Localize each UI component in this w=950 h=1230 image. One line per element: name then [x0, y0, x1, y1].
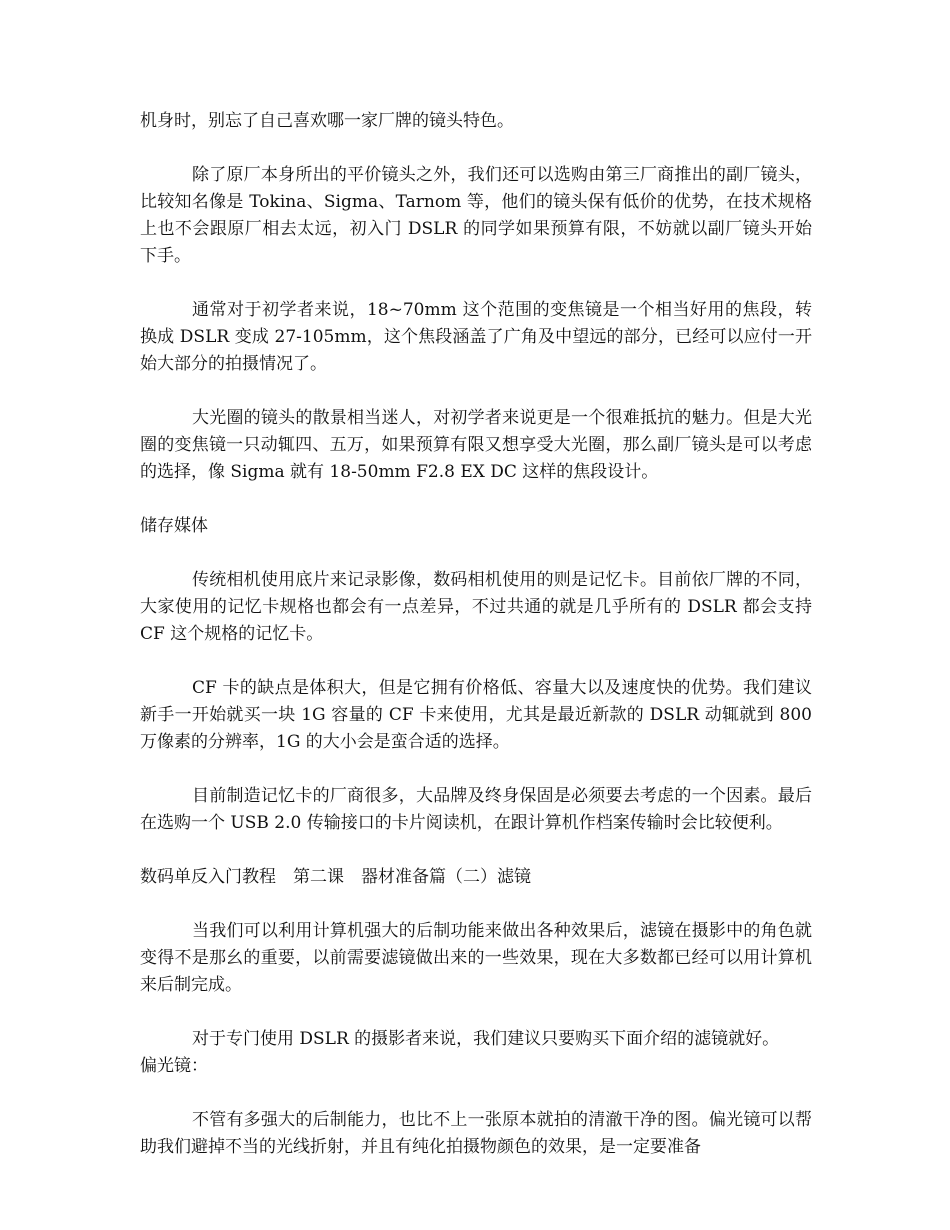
paragraph: 通常对于初学者来说，18~70mm 这个范围的变焦镜是一个相当好用的焦段，转换成 DSLR 变成 27-105mm，这个焦段涵盖了广角及中望远的部分，已经可以应付一开始大部分的拍摄情况了。	[140, 300, 812, 374]
paragraph: CF 卡的缺点是体积大，但是它拥有价格低、容量大以及速度快的优势。我们建议新手一开始就买一块 1G 容量的 CF 卡来使用，尤其是最近新款的 DSLR 动辄就到 800 万像素的分辨率，1G 的大小会是蛮合适的选择。	[140, 678, 812, 752]
document-body	[140, 108, 812, 1188]
lesson-heading: 数码单反入门教程 第二课 器材准备篇（二）滤镜	[140, 867, 531, 887]
paragraph: 机身时，别忘了自己喜欢哪一家厂牌的镜头特色。	[140, 111, 514, 131]
paragraph: 除了原厂本身所出的平价镜头之外，我们还可以选购由第三厂商推出的副厂镜头，比较知名像是 Tokina、Sigma、Tarnom 等，他们的镜头保有低价的优势，在技术规格上也不会跟原厂相去太远，初入门 DSLR 的同学如果预算有限，不妨就以副厂镜头开始下手。	[140, 165, 812, 266]
paragraph: 大光圈的镜头的散景相当迷人，对初学者来说更是一个很难抵抗的魅力。但是大光圈的变焦镜一只动辄四、五万，如果预算有限又想享受大光圈，那么副厂镜头是可以考虑的选择，像 Sigma 就有 18-50mm F2.8 EX DC 这样的焦段设计。	[140, 408, 812, 482]
paragraph: 目前制造记忆卡的厂商很多，大品牌及终身保固是必须要去考虑的一个因素。最后在选购一个 USB 2.0 传输接口的卡片阅读机，在跟计算机作档案传输时会比较便利。	[140, 786, 812, 833]
paragraph: 不管有多强大的后制能力，也比不上一张原本就拍的清澈干净的图。偏光镜可以帮助我们避掉不当的光线折射，并且有纯化拍摄物颜色的效果，是一定要准备	[140, 1110, 812, 1157]
paragraph: 当我们可以利用计算机强大的后制功能来做出各种效果后，滤镜在摄影中的角色就变得不是那幺的重要，以前需要滤镜做出来的一些效果，现在大多数都已经可以用计算机来后制完成。	[140, 921, 812, 995]
section-heading: 储存媒体	[140, 516, 208, 536]
paragraph: 对于专门使用 DSLR 的摄影者来说，我们建议只要购买下面介绍的滤镜就好。	[192, 1029, 780, 1049]
subheading-polarizer: 偏光镜：	[140, 1056, 208, 1076]
paragraph: 传统相机使用底片来记录影像，数码相机使用的则是记忆卡。目前依厂牌的不同，大家使用的记忆卡规格也都会有一点差异，不过共通的就是几乎所有的 DSLR 都会支持 CF 这个规格的记忆卡。	[140, 570, 812, 644]
